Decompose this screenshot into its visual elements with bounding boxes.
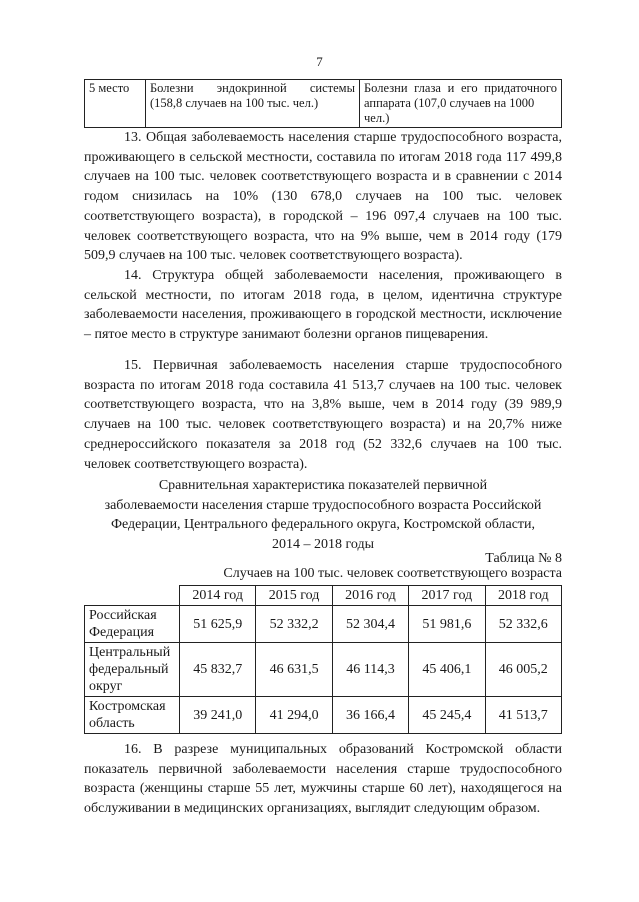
year-header: 2017 год [409,586,485,606]
value-cell: 45 245,4 [409,697,485,734]
row-label [85,606,180,643]
value-cell: 36 166,4 [332,697,408,734]
value-cell: 45 832,7 [180,643,256,697]
morbidity-table [84,585,562,734]
paragraph-15: 15. Первичная заболеваемость населения старше трудоспособного возраста по итогам 2018 года составила 41 513,7 случаев на 100 тыс. человек соответствующего возраста, что на 3,8% выше, чем в 2014 году (39 989,9 случаев на 100 тыс. человек соответствующего возраста) и на 20,7% ниже среднероссийского показателя за 2018 год (52 332,6 случаев на 100 тыс. человек соответствующего возраста). [84,358,562,472]
label-line: Костромская [89,699,166,714]
corner-cell [85,586,180,606]
label-line: Российская [89,608,157,623]
cell-line: Болезни глаза и его придаточного [364,81,557,95]
row-label [85,643,180,697]
label-line: федеральный [89,662,169,677]
table-row [85,606,562,643]
title-line: 2014 – 2018 годы [271,537,375,553]
value-cell: 39 241,0 [180,697,256,734]
year-header: 2018 год [485,586,561,606]
value-cell: 41 513,7 [485,697,561,734]
title-line: заболеваемости населения старше трудоспособного возраста Российской [104,497,542,513]
year-header: 2016 год [332,586,408,606]
value-cell: 45 406,1 [409,643,485,697]
value-cell: 46 114,3 [332,643,408,697]
value-cell: 52 332,6 [485,606,561,643]
value-cell: 46 005,2 [485,643,561,697]
paragraph-14: 14. Структура общей заболеваемости населения, проживающего в сельской местности, по итогам 2018 года, в целом, идентична структуре заболеваемости населения, проживающего в городской местности, исключение – пятое место в структуре занимают болезни органов пищеварения. [84,268,562,343]
title-line: Федерации, Центрального федерального округа, Костромской области, [110,517,536,533]
rank-cell: 5 место [85,80,146,128]
table-row [85,697,562,734]
eye-cell [360,80,562,128]
value-cell: 41 294,0 [256,697,332,734]
header-row [85,586,562,606]
row-label [85,697,180,734]
endocrine-cell [146,80,360,128]
top-table [84,79,562,128]
value-cell: 52 304,4 [332,606,408,643]
value-cell: 51 625,9 [180,606,256,643]
label-line: Центральный [89,645,171,660]
table-row [85,80,562,128]
year-header: 2015 год [256,586,332,606]
year-header: 2014 год [180,586,256,606]
label-line: округ [89,679,123,694]
paragraph-16: 16. В разрезе муниципальных образований Костромской области показатель первичной заболеваемости населения старше трудоспособного возраста (женщины старше 55 лет, мужчины старше 60 лет), находящегося на обслуживании в медицинских организациях, выглядит следующим образом. [84,742,562,817]
page-number: 7 [316,54,323,69]
paragraph-13: 13. Общая заболеваемость населения старше трудоспособного возраста, проживающего в сельской местности, составила по итогам 2018 года 117 499,8 случаев на 100 тыс. человек соответствующего возраста и в сравнении с 2014 годом снизилась на 10% (130 678,0 случаев на 100 тыс. человек соответствующего возраста), в городской – 196 097,4 случаев на 100 тыс. человек соответствующего возраста, что на 9% выше, чем в 2014 году (179 509,9 случаев на 100 тыс. человек соответствующего возраста). [84,130,562,264]
table-number: Таблица № 8 [485,551,562,566]
label-line: Федерация [89,625,155,640]
table-units: Случаев на 100 тыс. человек соответствующего возраста [223,566,562,581]
table-row [85,643,562,697]
table-title [84,476,562,555]
cell-line: аппарата (107,0 случаев на 1000 чел.) [364,96,535,125]
title-line: Сравнительная характеристика показателей первичной [158,478,488,493]
cell-line: Болезни эндокринной системы [150,81,355,95]
value-cell: 52 332,2 [256,606,332,643]
cell-line: (158,8 случаев на 100 тыс. чел.) [150,96,319,110]
label-line: область [89,716,135,731]
value-cell: 46 631,5 [256,643,332,697]
value-cell: 51 981,6 [409,606,485,643]
